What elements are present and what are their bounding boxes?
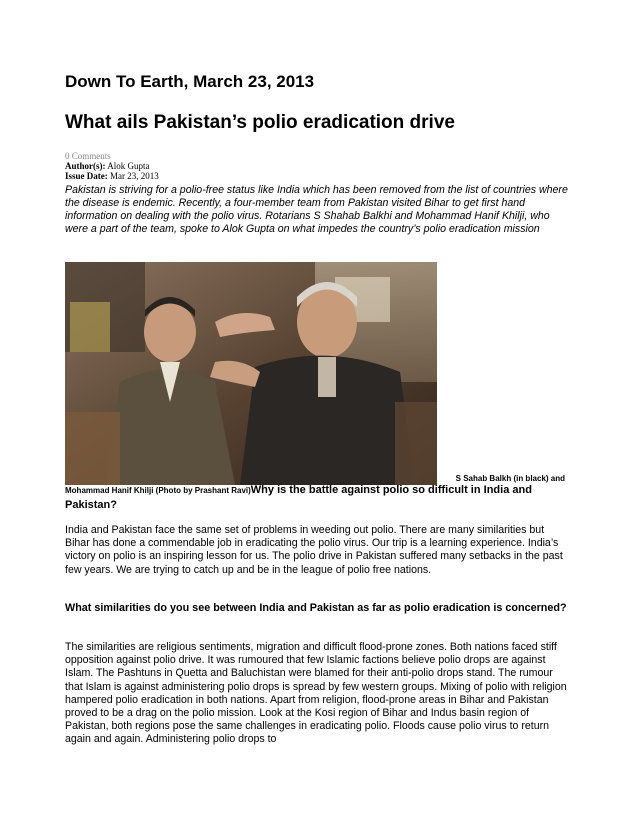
author-name: Alok Gupta [107, 161, 150, 171]
answer-1: India and Pakistan face the same set of problems in weeding out polio. There are many similarities but Bihar has done a commendable job in eradicating the polio virus. Our trip is a learning experience. India’s victory on polio is an inspiring lesson for us. The polio drive in Pakistan suffered many setbacks in the past few years. We are trying to catch up and be in the league of polio free nations. [65, 524, 563, 576]
question-1: Why is the battle against polio so difficult in India and Pakistan? [65, 484, 532, 511]
author-label: Author(s): [65, 161, 106, 171]
article-photo [65, 262, 437, 485]
issue-date-line [65, 171, 159, 181]
article-meta [65, 151, 159, 181]
comments-count[interactable]: 0 Comments [65, 151, 111, 161]
photo-credit: Mohammad Hanif Khilji (Photo by Prashant Ravi) [65, 486, 251, 495]
issue-date-label: Issue Date: [65, 171, 108, 181]
intro-paragraph: Pakistan is striving for a polio-free status like India which has been removed from the list of countries where the disease is endemic. Recently, a four-member team from Pakistan visited Bihar to get first hand information on dealing with the polio virus. Rotarians S Shahab Balkhi and Mohammad Hanif Khilji, who were a part of the team, spoke to Alok Gupta on what impedes the country’s polio eradication mission [65, 184, 568, 235]
photo-caption-line2 [65, 483, 570, 512]
answer-2: The similarities are religious sentiments, migration and difficult flood-prone zones. Both nations faced stiff opposition against polio drive. It was rumoured that few Islamic factions believe polio drops are against Islam. The Pashtuns in Quetta and Baluchistan were blamed for their anti-polio drops stand. The rumour that Islam is against administering polio drops is spread by few western groups. Mixing of polio with religion hampered polio eradication in both nations. Apart from religion, flood-prone areas in Bihar and Pakistan proved to be a drag on the polio mission. Look at the Kosi region of Bihar and Indus basin region of Pakistan, both regions pose the same challenges in eradicating polio. Floods cause polio virus to return again and again. Administering polio drops to [65, 641, 567, 746]
photo-caption-line1: S Sahab Balkh (in black) and [455, 474, 565, 483]
question-2: What similarities do you see between India and Pakistan as far as polio eradication is concerned? [65, 602, 567, 614]
article-headline: What ails Pakistan’s polio eradication drive [65, 112, 455, 133]
issue-date: Mar 23, 2013 [110, 171, 159, 181]
author-line [65, 161, 159, 171]
photo-illustration [65, 262, 437, 485]
source-line: Down To Earth, March 23, 2013 [65, 72, 315, 91]
